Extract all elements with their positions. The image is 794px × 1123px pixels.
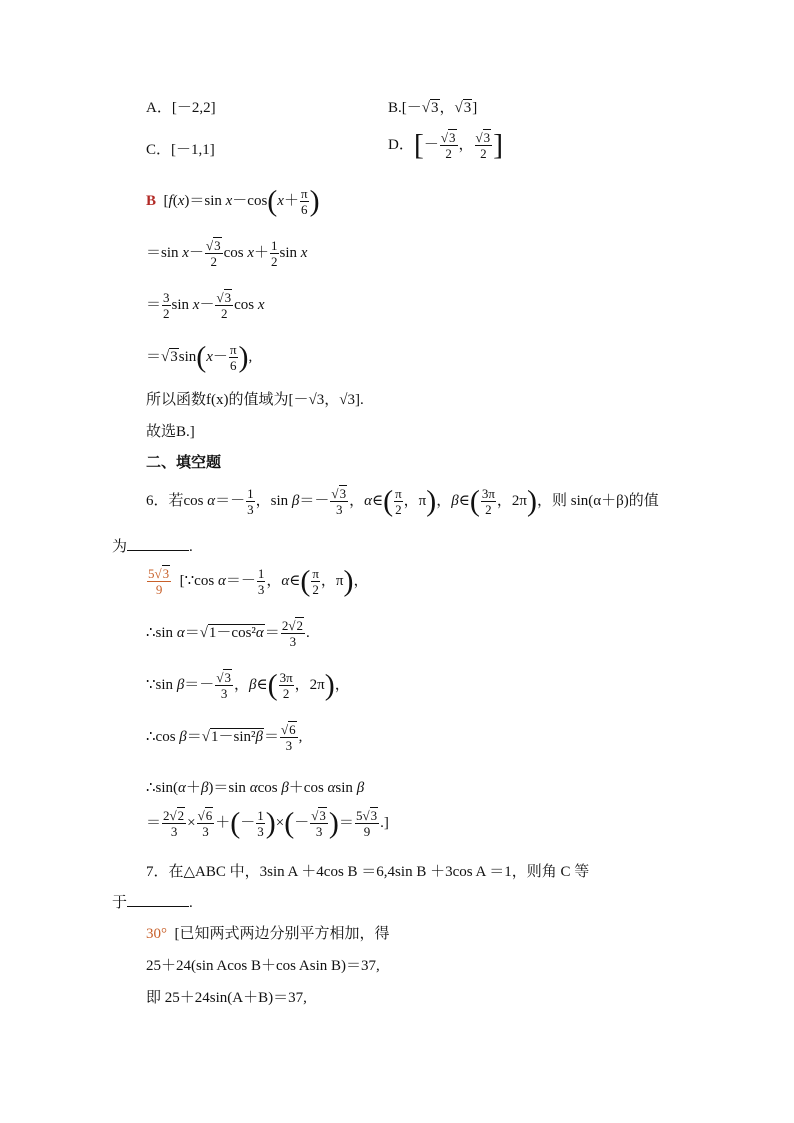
q7-stem: 7．在△ABC 中，3sin A ＋4cos B ＝6,4sin B ＋3cos A ＝1，则角 C 等 (146, 864, 590, 880)
option-d: D．[－ $\frac{√3}{2}$ ， $\frac{√3}{2}$ ] (388, 128, 504, 162)
q6-stem-wrap: 为 . (112, 536, 193, 557)
q5-solution-line1: B [f(x)＝sin x－cos(x＋ $\frac{\pi}{6}$ ) (146, 184, 320, 218)
q5-solution-line4: ＝√3sin(x－ $\frac{\pi}{6}$ ), (146, 340, 253, 374)
q5-conclusion: 故选B.] (146, 424, 195, 440)
section-title: 二、填空题 (146, 453, 222, 471)
q6-solution-line6: ＝ $\frac{2√2}{3}$ × $\frac{√6}{3}$ ＋(－ $\frac{1}{3}$ )×(－ $\frac{√3}{3}$ )＝ $\frac{5√3}{9}$ .] (146, 806, 389, 840)
option-a: A．[－2,2] (146, 100, 216, 116)
answer-blank[interactable] (127, 892, 189, 907)
answer-blank[interactable] (127, 536, 189, 551)
q7-solution-line2: 25＋24(sin Acos B＋cos Asin B)＝37, (146, 958, 380, 974)
q5-value-range: 所以函数f(x)的值域为[－√3，√3]. (146, 392, 364, 408)
option-b: B.[－√3，√3] (388, 100, 478, 116)
q7-answer: 30° (146, 926, 167, 942)
q6-solution-line2: ∴sin α＝√1－cos²α＝ $\frac{2√2}{3}$ . (146, 618, 310, 649)
q7-solution-line3: 即 25＋24sin(A＋B)＝37, (146, 990, 307, 1006)
q7-stem-wrap: 于 . (112, 892, 193, 913)
q6-stem: 6．若cos α＝－ $\frac{1}{3}$ ，sin β＝－ $\frac{√3}{3}$ ，α∈( $\frac{\pi}{2}$ ，π)，β∈( $\frac{3\pi}{2}$ ，2π)，则 sin(α＋β)的值 (146, 484, 659, 518)
q5-answer: B (146, 192, 157, 209)
option-c: C．[－1,1] (146, 142, 215, 158)
q6-solution-line4: ∴cos β＝√1－sin²β＝ $\frac{√6}{3}$ , (146, 722, 303, 753)
q6-solution-line5: ∴sin(α＋β)＝sin αcos β＋cos αsin β (146, 780, 365, 796)
q5-solution-line2: ＝sin x－ $\frac{√3}{2}$ cos x＋ $\frac{1}{2}$ sin x (146, 238, 308, 269)
q6-solution-line3: ∵sin β＝－ $\frac{√3}{3}$ ，β∈( $\frac{3\pi}{2}$ ，2π)， (146, 668, 350, 702)
q6-answer: $\frac{5√3}{9}$ (148, 566, 170, 597)
q5-solution-line3: ＝ $\frac{3}{2}$ sin x－ $\frac{√3}{2}$ cos x (146, 290, 265, 321)
q7-solution-line1: 30° [已知两式两边分别平方相加，得 (146, 926, 390, 942)
q6-solution-line1: $\frac{5√3}{9}$ [∵cos α＝－ $\frac{1}{3}$ ，α∈( $\frac{\pi}{2}$ ，π)， (148, 564, 369, 598)
